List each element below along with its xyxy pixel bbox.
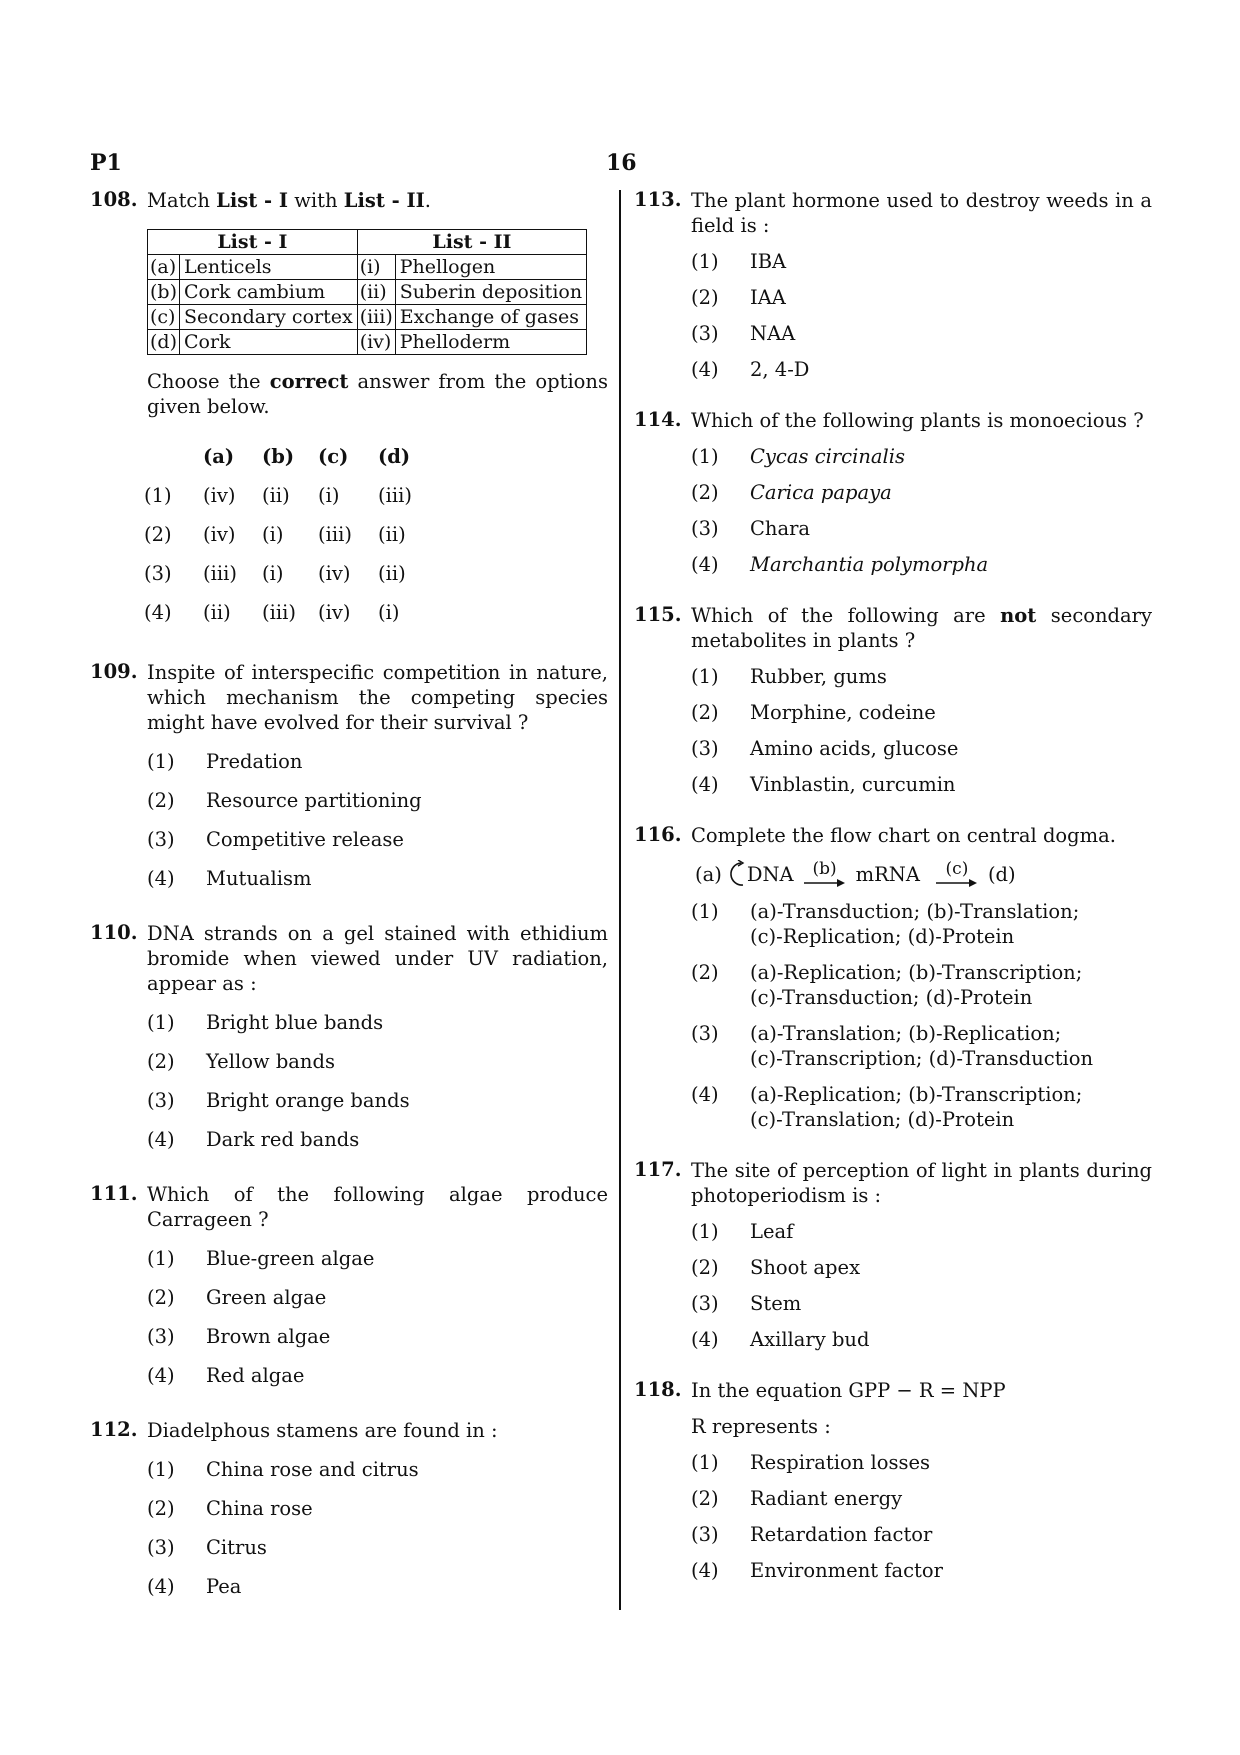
question-116 bbox=[634, 823, 1152, 1132]
set-code: P1 bbox=[90, 150, 122, 176]
answer-options-table: (a) (b) (c) (d) (1) (iv) (ii) (i) (iii) (2) (iv) (i) (iii) (ii) (3) (iii) (i) (iv) (ii) (4) (ii) (iii) (iv) (i) bbox=[144, 437, 438, 632]
answer-option[interactable]: (4) Dark red bands bbox=[147, 1128, 360, 1151]
answer-option[interactable]: (4) 2, 4-D bbox=[691, 358, 810, 381]
question-number: 110. bbox=[90, 921, 138, 944]
question-113 bbox=[634, 188, 1152, 382]
arrow-b: (b) bbox=[804, 860, 846, 888]
question-109 bbox=[90, 660, 608, 891]
question-117 bbox=[634, 1158, 1152, 1352]
answer-option[interactable]: (1) (iv) (ii) (i) (iii) bbox=[144, 484, 412, 507]
answer-option[interactable]: (3) Stem bbox=[691, 1292, 802, 1315]
answer-option[interactable]: (1) Respiration losses bbox=[691, 1451, 931, 1474]
circular-arrow-icon bbox=[725, 860, 747, 888]
answer-option[interactable]: (3) Bright orange bands bbox=[147, 1089, 410, 1112]
answer-option[interactable]: (2) Yellow bands bbox=[147, 1050, 335, 1073]
question-108 bbox=[90, 188, 608, 632]
answer-option[interactable]: (4) (ii) (iii) (iv) (i) bbox=[144, 601, 400, 624]
answer-option[interactable]: (2) Morphine, codeine bbox=[691, 701, 936, 724]
question-number: 113. bbox=[634, 188, 682, 211]
answer-option[interactable]: (2) Carica papaya bbox=[691, 481, 892, 504]
question-number: 109. bbox=[90, 660, 138, 683]
arrow-c: (c) bbox=[936, 860, 978, 888]
answer-option[interactable]: (3) Citrus bbox=[147, 1536, 267, 1559]
answer-option[interactable]: (2) Green algae bbox=[147, 1286, 327, 1309]
answer-option[interactable]: (4) Red algae bbox=[147, 1364, 305, 1387]
right-arrow-icon bbox=[804, 878, 846, 888]
central-dogma-flowchart: (a) DNA (b) mRNA (c) (d) bbox=[695, 860, 1152, 888]
table-row: (a) Lenticels (i) Phellogen bbox=[148, 255, 587, 280]
question-text: Inspite of interspecific competition in nature, which mechanism the competing species might have evolved for their survival ? bbox=[147, 661, 608, 734]
answer-option[interactable]: (4) Axillary bud bbox=[691, 1328, 870, 1351]
answer-option[interactable]: (4) Pea bbox=[147, 1575, 242, 1598]
right-column bbox=[634, 188, 1152, 1609]
table-row: (c) Secondary cortex (iii) Exchange of gases bbox=[148, 305, 587, 330]
list-2-header: List - II bbox=[357, 230, 586, 255]
list-1-header: List - I bbox=[148, 230, 358, 255]
answer-option[interactable]: (1) Bright blue bands bbox=[147, 1011, 384, 1034]
right-arrow-icon bbox=[936, 878, 978, 888]
answer-option[interactable]: (3) (iii) (i) (iv) (ii) bbox=[144, 562, 406, 585]
answer-option[interactable]: (1) Leaf bbox=[691, 1220, 794, 1243]
answer-option[interactable]: (2) IAA bbox=[691, 286, 786, 309]
question-text: DNA strands on a gel stained with ethidium bromide when viewed under UV radiation, appear as : bbox=[147, 922, 608, 995]
question-text: The plant hormone used to destroy weeds in a field is : bbox=[691, 189, 1152, 237]
answer-option[interactable]: (2) (a)-Replication; (b)-Transcription; (c)-Transduction; (d)-Protein bbox=[691, 961, 1083, 1009]
question-number: 116. bbox=[634, 823, 682, 846]
answer-option[interactable]: (4) (a)-Replication; (b)-Transcription; (c)-Translation; (d)-Protein bbox=[691, 1083, 1083, 1131]
question-subtext: R represents : bbox=[691, 1415, 831, 1438]
answer-option[interactable]: (1) Predation bbox=[147, 750, 303, 773]
question-text: Complete the flow chart on central dogma. bbox=[691, 824, 1116, 847]
question-text: The site of perception of light in plants during photoperiodism is : bbox=[691, 1159, 1152, 1207]
question-number: 108. bbox=[90, 188, 138, 211]
table-row: (d) Cork (iv) Phelloderm bbox=[148, 330, 587, 355]
answer-option[interactable]: (1) Cycas circinalis bbox=[691, 445, 905, 468]
answer-option[interactable]: (2) China rose bbox=[147, 1497, 313, 1520]
question-number: 114. bbox=[634, 408, 682, 431]
answer-option[interactable]: (3) (a)-Translation; (b)-Replication; (c)-Transcription; (d)-Transduction bbox=[691, 1022, 1094, 1070]
question-text: Which of the following algae produce Carrageen ? bbox=[147, 1183, 608, 1231]
question-110 bbox=[90, 921, 608, 1152]
answer-option[interactable]: (2) Radiant energy bbox=[691, 1487, 903, 1510]
question-number: 111. bbox=[90, 1182, 138, 1205]
question-number: 115. bbox=[634, 603, 682, 626]
answer-option[interactable]: (3) NAA bbox=[691, 322, 796, 345]
column-divider bbox=[619, 190, 621, 1610]
match-table bbox=[147, 229, 587, 355]
question-text: Which of the following plants is monoecious ? bbox=[691, 409, 1144, 432]
page-number: 16 bbox=[606, 150, 637, 176]
answer-option[interactable]: (1) China rose and citrus bbox=[147, 1458, 419, 1481]
answer-option[interactable]: (2) Shoot apex bbox=[691, 1256, 861, 1279]
question-text: Match List - I with List - II. bbox=[147, 189, 431, 212]
answer-option[interactable]: (3) Brown algae bbox=[147, 1325, 331, 1348]
answer-option[interactable]: (3) Competitive release bbox=[147, 828, 404, 851]
question-text: In the equation GPP − R = NPP bbox=[691, 1379, 1006, 1402]
answer-option[interactable]: (4) Marchantia polymorpha bbox=[691, 553, 989, 576]
answer-option[interactable]: (3) Retardation factor bbox=[691, 1523, 933, 1546]
question-112 bbox=[90, 1418, 608, 1599]
question-number: 118. bbox=[634, 1378, 682, 1401]
answer-option[interactable]: (1) Blue-green algae bbox=[147, 1247, 375, 1270]
question-number: 112. bbox=[90, 1418, 138, 1441]
instruction-text: Choose the correct answer from the options given below. bbox=[147, 370, 608, 418]
left-column bbox=[90, 188, 608, 1625]
answer-option[interactable]: (2) Resource partitioning bbox=[147, 789, 422, 812]
question-115 bbox=[634, 603, 1152, 797]
answer-option[interactable]: (4) Vinblastin, curcumin bbox=[691, 773, 956, 796]
answer-option[interactable]: (1) IBA bbox=[691, 250, 787, 273]
answer-option[interactable]: (4) Mutualism bbox=[147, 867, 312, 890]
answer-option[interactable]: (4) Environment factor bbox=[691, 1559, 943, 1582]
question-number: 117. bbox=[634, 1158, 682, 1181]
question-text: Diadelphous stamens are found in : bbox=[147, 1419, 498, 1442]
answer-option[interactable]: (2) (iv) (i) (iii) (ii) bbox=[144, 523, 406, 546]
question-text: Which of the following are not secondary metabolites in plants ? bbox=[691, 604, 1152, 652]
question-114 bbox=[634, 408, 1152, 577]
answer-option[interactable]: (3) Amino acids, glucose bbox=[691, 737, 959, 760]
question-111 bbox=[90, 1182, 608, 1388]
answer-option[interactable]: (3) Chara bbox=[691, 517, 811, 540]
answer-option[interactable]: (1) Rubber, gums bbox=[691, 665, 887, 688]
question-118 bbox=[634, 1378, 1152, 1583]
answer-option[interactable]: (1) (a)-Transduction; (b)-Translation; (c)-Replication; (d)-Protein bbox=[691, 900, 1080, 948]
table-row: (b) Cork cambium (ii) Suberin deposition bbox=[148, 280, 587, 305]
